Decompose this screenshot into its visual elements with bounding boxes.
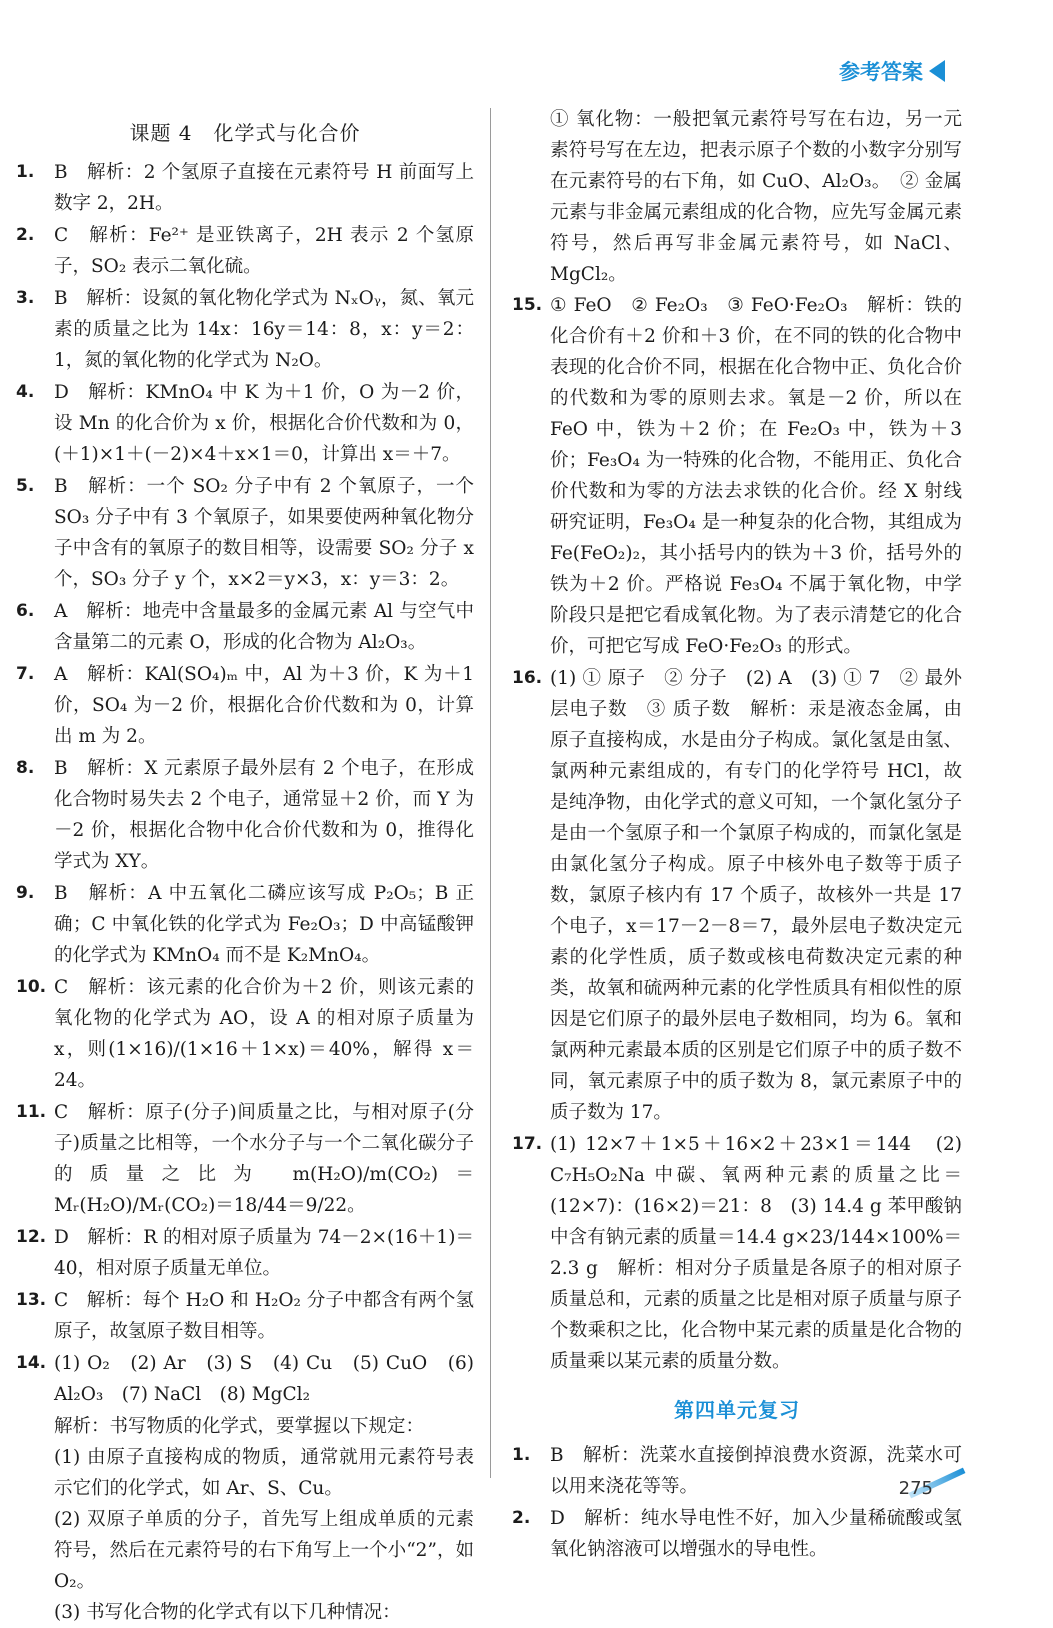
answer-number: 1. xyxy=(16,162,35,182)
answer-text: (1) 12×7＋1×5＋16×2＋23×1＝144 (2) C₇H₅O₂Na 中碳、氧两种元素的质量之比＝(12×7)：(16×2)＝21：8 (3) 14.4 g 苯甲酸钠中含有钠元素的质量＝14.4 g×23/144×100%＝2.3 g 解析：相对分子质量是各原子的相对原子质量总和，元素的质量之比是相对原子质量与原子个数乘积之比，化合物中某元素的质量是化合物的质量乘以某元素的质量分数。 xyxy=(550,1134,962,1372)
left-column xyxy=(16,108,474,1628)
answer-text: B 解析：A 中五氧化二磷应该写成 P₂O₅；B 正确；C 中氧化铁的化学式为 Fe₂O₃；D 中高锰酸钾的化学式为 KMnO₄ 而不是 K₂MnO₄。 xyxy=(54,883,474,966)
triangle-marker-icon xyxy=(929,60,945,82)
answer-number: 1. xyxy=(512,1445,531,1465)
answer-item xyxy=(16,157,474,219)
answer-number: 10. xyxy=(16,977,47,997)
answer-item xyxy=(16,596,474,658)
answer-text: C 解析：Fe²⁺ 是亚铁离子，2H 表示 2 个氢原子，SO₂ 表示二氧化硫。 xyxy=(54,225,474,277)
answer-item xyxy=(512,1129,962,1377)
continuation-text: ① 氧化物：一般把氧元素符号写在右边，另一元素符号写在左边，把表示原子个数的小数字分别写在元素符号的右下角，如 CuO、Al₂O₃。 ② 金属元素与非金属元素组成的化合物，应先写金属元素符号，然后再写非金属元素符号，如 NaCl、MgCl₂。 xyxy=(550,109,962,285)
answer-item xyxy=(16,972,474,1096)
answer-item xyxy=(512,1503,962,1565)
section-title-unit4-review: 第四单元复习 xyxy=(674,1398,800,1422)
answer-text: B 解析：X 元素原子最外层有 2 个电子，在形成化合物时易失去 2 个电子，通常显＋2 价，而 Y 为－2 价，根据化合物中化合价代数和为 0，推得化学式为 XY。 xyxy=(54,758,474,872)
answer-number: 16. xyxy=(512,668,543,688)
note-line: (3) 书写化合物的化学式有以下几种情况： xyxy=(54,1602,401,1623)
answer-number: 7. xyxy=(16,664,35,684)
answer-item xyxy=(16,1097,474,1221)
answer-text: ① FeO ② Fe₂O₃ ③ FeO·Fe₂O₃ 解析：铁的化合价有＋2 价和＋3 价，在不同的铁的化合物中表现的化合价不同，根据在化合物中正、负化合价的代数和为零的原则去求。氧是－2 价，所以在 FeO 中，铁为＋2 价；在 Fe₂O₃ 中，铁为＋3 价；Fe₃O₄ 为一特殊的化合物，不能用正、负化合价代数和为零的方法去求铁的化合价。经 X 射线研究证明，Fe₃O₄ 是一种复杂的化合物，其组成为 Fe(FeO₂)₂，其小括号内的铁为＋3 价，括号外的铁为＋2 价。严格说 Fe₃O₄ 不属于氧化物，中学阶段只是把它看成氧化物。为了表示清楚它的化合价，可把它写成 FeO·Fe₂O₃ 的形式。 xyxy=(550,295,962,657)
answer-text: B 解析：一个 SO₂ 分子中有 2 个氧原子，一个 SO₃ 分子中有 3 个氧原子，如果要使两种氧化物分子中含有的氧原子的数目相等，设需要 SO₂ 分子 x 个，SO₃ 分子 y 个，x×2＝y×3，x：y＝3：2。 xyxy=(54,476,474,590)
answer-item xyxy=(512,663,962,1128)
answer-item xyxy=(16,1285,474,1347)
answer-item xyxy=(16,1348,474,1410)
answer-text: (1) O₂ (2) Ar (3) S (4) Cu (5) CuO (6) Al₂O₃ (7) NaCl (8) MgCl₂ xyxy=(54,1353,474,1405)
answer-text: (1) ① 原子 ② 分子 (2) A (3) ① 7 ② 最外层电子数 ③ 质子数 解析：汞是液态金属，由原子直接构成，水是由分子构成。氯化氢是由氢、氯两种元素组成的，有专门的化学符号 HCl，故是纯净物，由化学式的意义可知，一个氯化氢分子是由一个氢原子和一个氯原子构成的，而氯化氢是由氯化氢分子构成。原子中核外电子数等于质子数，氯原子核内有 17 个质子，故核外一共是 17 个电子，x＝17－2－8＝7，最外层电子数决定元素的化学性质，质子数或核电荷数决定元素的种类，故氧和硫两种元素的化学性质具有相似性的原因是它们原子的最外层电子数相同，均为 6。氧和氯两种元素最本质的区别是它们原子中的质子数不同，氧元素原子中的质子数为 8，氯元素原子中的质子数为 17。 xyxy=(550,668,962,1123)
answer-number: 11. xyxy=(16,1102,47,1122)
answer-text: B 解析：洗菜水直接倒掉浪费水资源，洗菜水可以用来浇花等等。 xyxy=(550,1445,962,1497)
item14-notes xyxy=(16,1411,474,1628)
answer-number: 2. xyxy=(16,225,35,245)
answer-number: 5. xyxy=(16,476,35,496)
answer-number: 9. xyxy=(16,883,35,903)
answer-text: C 解析：每个 H₂O 和 H₂O₂ 分子中都含有两个氢原子，故氢原子数目相等。 xyxy=(54,1290,474,1342)
answer-number: 4. xyxy=(16,382,35,402)
answer-text: A 解析：KAl(SO₄)ₘ 中，Al 为＋3 价，K 为＋1 价，SO₄ 为－2 价，根据化合价代数和为 0，计算出 m 为 2。 xyxy=(54,664,474,747)
answer-text: C 解析：该元素的化合价为＋2 价，则该元素的氧化物的化学式为 AO，设 A 的相对原子质量为 x，则(1×16)/(1×16＋1×x)＝40%，解得 x＝24。 xyxy=(54,977,474,1091)
answer-item xyxy=(16,283,474,376)
answer-text: C 解析：原子(分子)间质量之比，与相对原子(分子)质量之比相等，一个水分子与一个二氧化碳分子的质量之比为 m(H₂O)/m(CO₂)＝Mᵣ(H₂O)/Mᵣ(CO₂)＝18/44＝9/22。 xyxy=(54,1102,474,1216)
answer-number: 8. xyxy=(16,758,35,778)
answer-item xyxy=(16,377,474,470)
column-divider xyxy=(490,108,491,1478)
answer-text: D 解析：纯水导电性不好，加入少量稀硫酸或氢氧化钠溶液可以增强水的导电性。 xyxy=(550,1508,962,1560)
answer-item xyxy=(16,220,474,282)
answer-number: 17. xyxy=(512,1134,543,1154)
note-line: (2) 双原子单质的分子，首先写上组成单质的元素符号，然后在元素符号的右下角写上一个小“2”，如 O₂。 xyxy=(54,1509,474,1592)
answer-text: B 解析：设氮的氧化物化学式为 NₓOᵧ，氮、氧元素的质量之比为 14x：16y＝14：8，x：y＝2：1，氮的氧化物的化学式为 N₂O。 xyxy=(54,288,474,371)
answer-text: B 解析：2 个氢原子直接在元素符号 H 前面写上数字 2，2H。 xyxy=(54,162,474,214)
answer-item xyxy=(16,1222,474,1284)
answer-number: 13. xyxy=(16,1290,47,1310)
answer-item xyxy=(512,290,962,662)
answer-key-tag xyxy=(839,56,945,86)
answer-item xyxy=(16,753,474,877)
page-number: 275 xyxy=(898,1478,933,1499)
answer-item xyxy=(16,659,474,752)
answer-number: 3. xyxy=(16,288,35,308)
answer-number: 2. xyxy=(512,1508,531,1528)
answer-text: D 解析：KMnO₄ 中 K 为＋1 价，O 为－2 价，设 Mn 的化合价为 x 价，根据化合价代数和为 0，(＋1)×1＋(－2)×4＋x×1＝0，计算出 x＝＋7。 xyxy=(54,382,474,465)
section-title-lesson4: 课题 4 化学式与化合价 xyxy=(129,121,361,145)
answer-item xyxy=(16,878,474,971)
right-column xyxy=(512,104,962,1566)
left-answer-list xyxy=(16,157,474,1410)
answer-number: 6. xyxy=(16,601,35,621)
answer-text: A 解析：地壳中含量最多的金属元素 Al 与空气中含量第二的元素 O，形成的化合物为 Al₂O₃。 xyxy=(54,601,474,653)
note-line: 解析：书写物质的化学式，要掌握以下规定： xyxy=(54,1416,425,1437)
answer-item xyxy=(16,471,474,595)
answer-text: D 解析：R 的相对原子质量为 74－2×(16＋1)＝40，相对原子质量无单位。 xyxy=(54,1227,474,1279)
answer-key-label: 参考答案 xyxy=(839,60,923,84)
right-answer-list xyxy=(512,290,962,1377)
answer-number: 12. xyxy=(16,1227,47,1247)
answer-number: 15. xyxy=(512,295,543,315)
answer-number: 14. xyxy=(16,1353,47,1373)
review-answer-list xyxy=(512,1440,962,1565)
answer-item xyxy=(512,1440,962,1502)
note-line: (1) 由原子直接构成的物质，通常就用元素符号表示它们的化学式，如 Ar、S、Cu。 xyxy=(54,1447,474,1499)
